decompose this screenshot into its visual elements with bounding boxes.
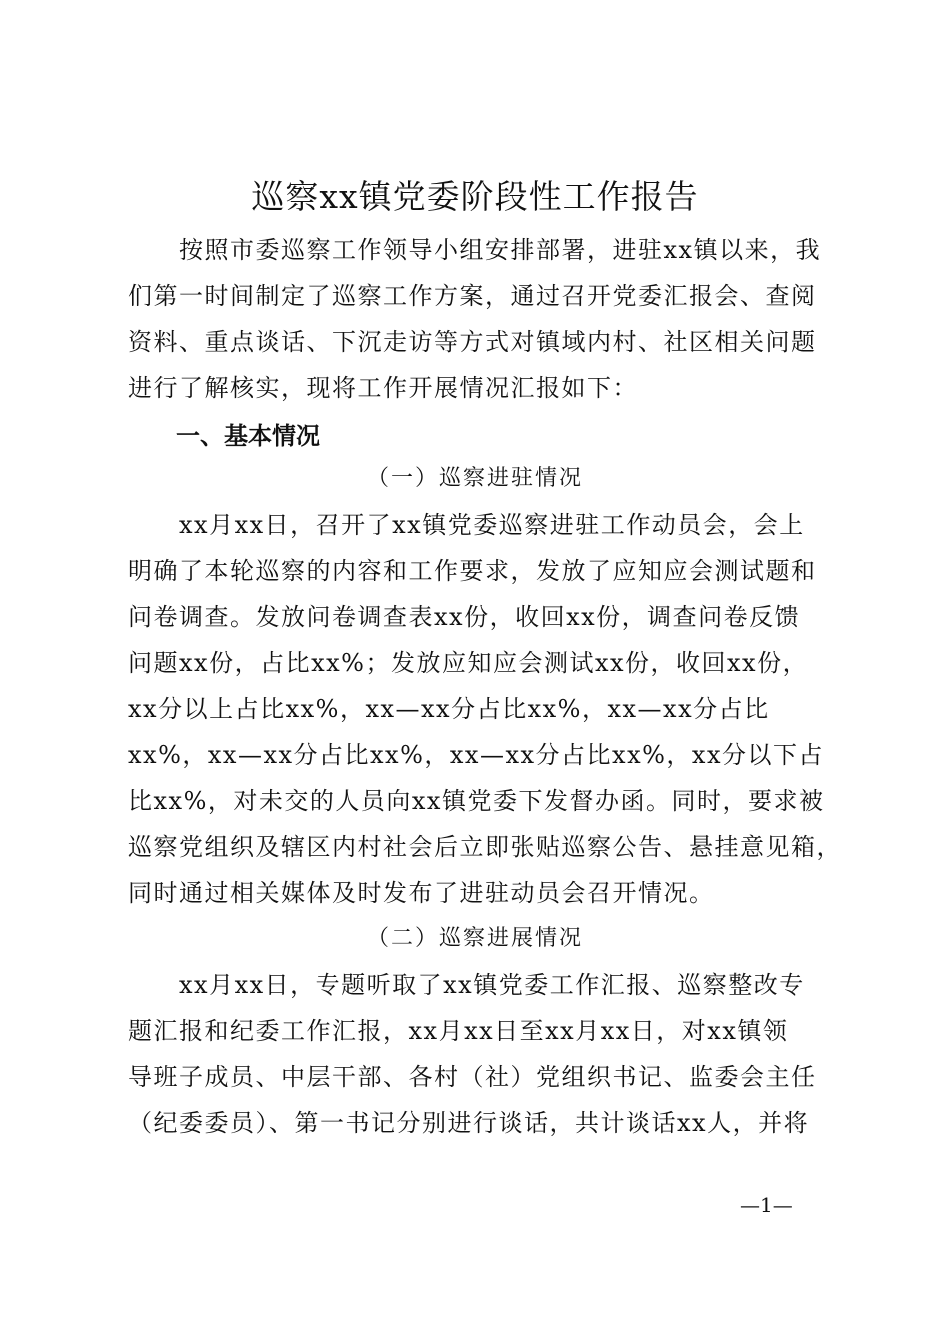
text-line: 题汇报和纪委工作汇报，xx月xx日至xx月xx日，对xx镇领	[128, 1017, 789, 1045]
text-line: xx月xx日，召开了xx镇党委巡察进驻工作动员会，会上	[128, 511, 805, 539]
section-heading-basic: 一、基本情况	[176, 422, 320, 450]
text-line: xx月xx日，专题听取了xx镇党委工作汇报、巡察整改专	[128, 971, 805, 999]
subsection-heading-entry: （一）巡察进驻情况	[366, 466, 583, 491]
page-number: —1—	[740, 1193, 793, 1217]
subsection-heading-progress: （二）巡察进展情况	[366, 926, 583, 951]
text-line: xx分以上占比xx%，xx—xx分占比xx%，xx—xx分占比	[128, 695, 770, 723]
progress-paragraph	[128, 962, 828, 1146]
entry-paragraph	[128, 502, 842, 916]
text-line: 问卷调查。发放问卷调查表xx份，收回xx份，调查问卷反馈	[128, 603, 801, 631]
document-title: 巡察xx镇党委阶段性工作报告	[251, 177, 699, 216]
text-line: 导班子成员、中层干部、各村（社）党组织书记、监委会主任	[128, 1063, 817, 1091]
text-line: 比xx%，对未交的人员向xx镇党委下发督办函。同时，要求被	[128, 787, 825, 815]
text-line: 明确了本轮巡察的内容和工作要求，发放了应知应会测试题和	[128, 557, 817, 585]
text-line: 同时通过相关媒体及时发布了进驻动员会召开情况。	[128, 879, 715, 907]
text-line: 们第一时间制定了巡察工作方案，通过召开党委汇报会、查阅	[128, 282, 817, 310]
text-line: 问题xx份，占比xx%；发放应知应会测试xx份，收回xx份，	[128, 649, 809, 677]
text-line: 巡察党组织及辖区内村社会后立即张贴巡察公告、悬挂意见箱，	[128, 833, 842, 861]
text-line: 按照市委巡察工作领导小组安排部署，进驻xx镇以来，我	[128, 236, 822, 264]
intro-paragraph	[128, 227, 828, 411]
text-line: xx%，xx—xx分占比xx%，xx—xx分占比xx%，xx分以下占	[128, 741, 824, 769]
text-line: 资料、重点谈话、下沉走访等方式对镇域内村、社区相关问题	[128, 328, 817, 356]
text-line: 进行了解核实，现将工作开展情况汇报如下：	[128, 374, 638, 402]
text-line: （纪委委员）、第一书记分别进行谈话，共计谈话xx人，并将	[128, 1109, 810, 1137]
